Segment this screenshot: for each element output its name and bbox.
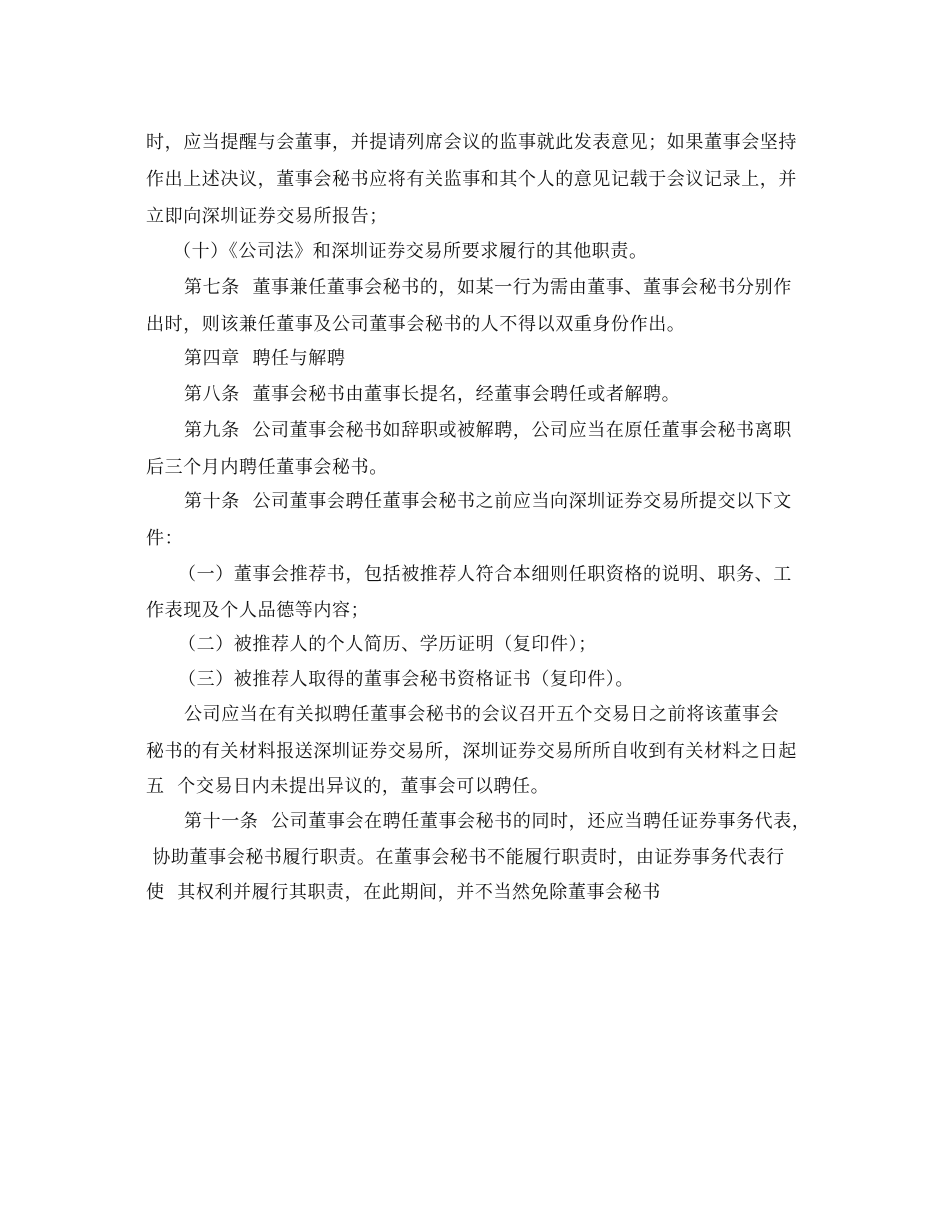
text-line-10: 后三个月内聘任董事会秘书。 (146, 457, 388, 478)
text-line-20: 第十一条 公司董事会在聘任董事会秘书的同时，还应当聘任证券事务代表， (184, 811, 811, 832)
text-line-22: 使 其权利并履行其职责，在此期间，并不当然免除董事会秘书 (146, 882, 661, 903)
text-line-18: 秘书的有关材料报送深圳证券交易所，深圳证券交易所所自收到有关材料之日起 (146, 741, 797, 762)
text-line-3: 立即向深圳证券交易所报告； (146, 206, 388, 227)
text-line-1: 时，应当提醒与会董事，并提请列席会议的监事就此发表意见；如果董事会坚持 (146, 132, 797, 153)
text-line-16: （三）被推荐人取得的董事会秘书资格证书（复印件）。 (178, 669, 634, 690)
text-line-14: 作表现及个人品德等内容； (146, 600, 370, 621)
text-line-8: 第八条 董事会秘书由董事长提名，经董事会聘任或者解聘。 (184, 384, 681, 405)
text-line-5: 第七条 董事兼任董事会秘书的，如某一行为需由董事、董事会秘书分别作 (184, 277, 792, 298)
text-line-21: 协助董事会秘书履行职责。在董事会秘书不能履行职责时，由证券事务代表行 (146, 847, 785, 868)
text-line-12: 件： (146, 528, 184, 549)
text-line-17: 公司应当在有关拟聘任董事会秘书的会议召开五个交易日之前将该董事会 (184, 704, 780, 725)
text-line-11: 第十条 公司董事会聘任董事会秘书之前应当向深圳证券交易所提交以下文 (184, 491, 792, 512)
text-line-6: 出时，则该兼任董事及公司董事会秘书的人不得以双重身份作出。 (146, 314, 686, 335)
text-line-19: 五 个交易日内未提出异议的，董事会可以聘任。 (146, 776, 550, 797)
text-line-15: （二）被推荐人的个人简历、学历证明（复印件）； (178, 634, 597, 655)
chapter-heading: 第四章 聘任与解聘 (184, 348, 346, 369)
text-line-13: （一）董事会推荐书，包括被推荐人符合本细则任职资格的说明、职务、工 (178, 564, 792, 585)
text-line-2: 作出上述决议，董事会秘书应将有关监事和其个人的意见记载于会议记录上，并 (146, 169, 797, 190)
text-line-4: （十）《公司法》和深圳证券交易所要求履行的其他职责。 (173, 241, 648, 262)
text-line-9: 第九条 公司董事会秘书如辞职或被解聘，公司应当在原任董事会秘书离职 (184, 420, 792, 441)
